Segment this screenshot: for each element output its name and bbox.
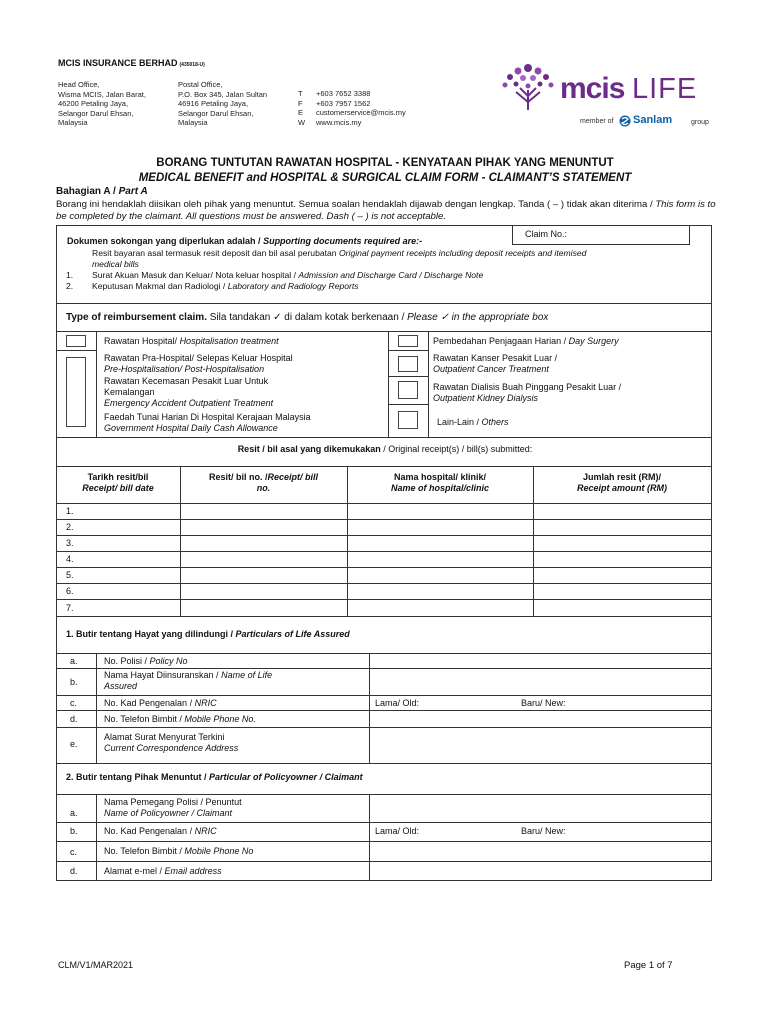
reimbursement-heading: Type of reimbursement claim. Sila tandakan ✓ di dalam kotak berkenaan / Please ✓ in the appropriate box — [66, 312, 549, 323]
option-hospitalisation: Rawatan Hospital/ Hospitalisation treatment — [104, 336, 279, 346]
claimant-mobile-field[interactable] — [370, 842, 711, 861]
hospitalisation-checkbox[interactable] — [66, 335, 86, 347]
receipt-row-number: 5. — [66, 570, 74, 580]
receipt-row-number: 6. — [66, 586, 74, 596]
row-letter: a. — [70, 656, 78, 666]
group-label: group — [691, 119, 709, 126]
row-letter: b. — [70, 826, 78, 836]
policy-no-field[interactable] — [370, 654, 711, 668]
document-item-receipts-cont: medical bills — [92, 259, 139, 269]
row-letter: c. — [70, 847, 78, 857]
form-code: CLM/V1/MAR2021 — [58, 960, 134, 970]
kidney-dialysis-checkbox[interactable] — [398, 381, 418, 399]
row-letter: b. — [70, 677, 78, 687]
section-1-heading: 1. Butir tentang Hayat yang dilindungi / Particulars of Life Assured — [66, 629, 350, 639]
company-registration: (435018-U) — [179, 62, 205, 68]
mobile-phone-field[interactable] — [370, 711, 711, 727]
claim-no-label: Claim No.: — [525, 229, 568, 239]
supporting-documents-heading: Dokumen sokongan yang diperlukan adalah / Supporting documents required are:- — [67, 236, 423, 246]
claimant-nric-label: No. Kad Pengenalan / NRIC — [104, 826, 217, 836]
document-item-1: Surat Akuan Masuk dan Keluar/ Nota keluar hospital / Admission and Discharge Card / Discharge Note — [92, 270, 484, 280]
sanlam-name: Sanlam — [633, 114, 673, 126]
tree-icon — [498, 62, 558, 112]
email-label: Alamat e-mel / Email address — [104, 866, 222, 876]
col-receipt-amount: Jumlah resit (RM)/ Receipt amount (RM) — [577, 472, 667, 493]
document-item-2: Keputusan Makmal dan Radiologi / Laboratory and Radiology Reports — [92, 281, 359, 291]
nric-new-label: Baru/ New: — [521, 698, 566, 708]
form-title-english: MEDICAL BENEFIT and HOSPITAL & SURGICAL CLAIM FORM - CLAIMANT’S STATEMENT — [138, 172, 632, 184]
policyowner-name-field[interactable] — [370, 795, 711, 822]
life-assured-name-field[interactable] — [370, 669, 711, 695]
option-government-cash-allowance: Faedah Tunai Harian Di Hospital Kerajaan Malaysia Government Hospital Daily Cash Allowance — [104, 412, 311, 433]
row-letter: d. — [70, 866, 78, 876]
col-receipt-date: Tarikh resit/bil Receipt/ bill date — [82, 472, 154, 493]
claimant-nric-old-label: Lama/ Old: — [375, 826, 420, 836]
policy-no-label: No. Polisi / Policy No — [104, 656, 188, 666]
claimant-nric-new-label: Baru/ New: — [521, 826, 566, 836]
mobile-phone-label: No. Telefon Bimbit / Mobile Phone No. — [104, 714, 256, 724]
col-receipt-no: Resit/ bil no. /Receipt/ bill no. — [208, 472, 319, 493]
row-letter: e. — [70, 739, 78, 749]
col-hospital-name: Nama hospital/ klinik/ Name of hospital/clinic — [390, 472, 490, 493]
logo-text-mcis: mcis — [560, 72, 625, 105]
contact-labels: T F E W — [298, 89, 306, 127]
cancer-treatment-checkbox[interactable] — [398, 356, 418, 372]
claimant-mobile-label: No. Telefon Bimbit / Mobile Phone No — [104, 846, 254, 856]
receipts-heading: Resit / bil asal yang dikemukakan / Original receipt(s) / bill(s) submitted: — [237, 444, 533, 454]
option-emergency-outpatient: Rawatan Kecemasan Pesakit Luar Untuk Kemalangan Emergency Accident Outpatient Treatment — [104, 376, 274, 408]
nric-label: No. Kad Pengenalan / NRIC — [104, 698, 217, 708]
correspondence-address-label: Alamat Surat Menyurat Terkini Current Correspondence Address — [104, 732, 239, 753]
option-outpatient-cancer: Rawatan Kanser Pesakit Luar / Outpatient Cancer Treatment — [433, 353, 558, 374]
row-letter: a. — [70, 808, 78, 818]
life-assured-name-label: Nama Hayat Diinsuranskan / Name of Life Assured — [104, 670, 273, 691]
receipt-row-number: 4. — [66, 554, 74, 564]
option-pre-post-hospitalisation: Rawatan Pra-Hospital/ Selepas Keluar Hospital Pre-Hospitalisation/ Post-Hospitalisation — [104, 353, 293, 374]
receipt-row-number: 7. — [66, 603, 74, 613]
row-letter: c. — [70, 698, 78, 708]
document-item-receipts: Resit bayaran asal termasuk resit deposit dan bil asal perubatan Original payment receipts including deposit receipts and itemised — [92, 248, 587, 258]
option-kidney-dialysis: Rawatan Dialisis Buah Pinggang Pesakit Luar / Outpatient Kidney Dialysis — [433, 382, 622, 403]
receipt-row-number: 3. — [66, 538, 74, 548]
company-name: MCIS INSURANCE BERHAD (435018-U) — [58, 58, 205, 68]
policyowner-name-label: Nama Pemegang Polisi / Penuntut Name of Policyowner / Claimant — [104, 797, 242, 818]
claim-no-field[interactable] — [512, 225, 690, 245]
receipt-row-number: 1. — [66, 506, 74, 516]
document-item-2-number: 2. — [66, 281, 74, 291]
mcis-life-logo — [498, 62, 714, 132]
sanlam-icon — [619, 115, 631, 127]
correspondence-address-field[interactable] — [370, 728, 711, 763]
document-item-1-number: 1. — [66, 270, 74, 280]
contact-values: +603 7652 3388 +603 7957 1562 customerservice@mcis.my www.mcis.my — [316, 89, 406, 127]
row-letter: d. — [70, 714, 78, 724]
day-surgery-checkbox[interactable] — [398, 335, 418, 347]
postal-office-address: Postal Office, P.O. Box 345, Jalan Sultan 46916 Petaling Jaya, Selangor Darul Ehsan, Malaysia — [178, 80, 268, 127]
part-a-label: Bahagian A / Part A — [56, 186, 148, 197]
section-2-heading: 2. Butir tentang Pihak Menuntut / Particular of Policyowner / Claimant — [66, 772, 363, 782]
other-options-checkbox-column[interactable] — [66, 357, 86, 427]
email-field[interactable] — [370, 862, 711, 880]
others-checkbox[interactable] — [398, 411, 418, 429]
page-number: Page 1 of 7 — [624, 960, 673, 971]
option-others: Lain-Lain / Others — [437, 417, 509, 427]
form-title-malay: BORANG TUNTUTAN RAWATAN HOSPITAL - KENYATAAN PIHAK YANG MENUNTUT — [156, 157, 614, 169]
option-day-surgery: Pembedahan Penjagaan Harian / Day Surgery — [433, 336, 619, 346]
form-instructions: Borang ini hendaklah diisikan oleh pihak yang menuntut. Semua soalan hendaklah dijawab dengan lengkap. Tanda ( – ) tidak akan diterima / This form is to be completed by the claimant. All questions must be answered. Dash ( – ) is not acceptable. — [56, 199, 716, 222]
nric-old-label: Lama/ Old: — [375, 698, 420, 708]
head-office-address: Head Office, Wisma MCIS, Jalan Barat, 46200 Petaling Jaya, Selangor Darul Ehsan, Malaysia — [58, 80, 146, 127]
receipt-row-number: 2. — [66, 522, 74, 532]
member-of-label: member of — [580, 118, 614, 125]
logo-text-life: LIFE — [632, 73, 698, 105]
